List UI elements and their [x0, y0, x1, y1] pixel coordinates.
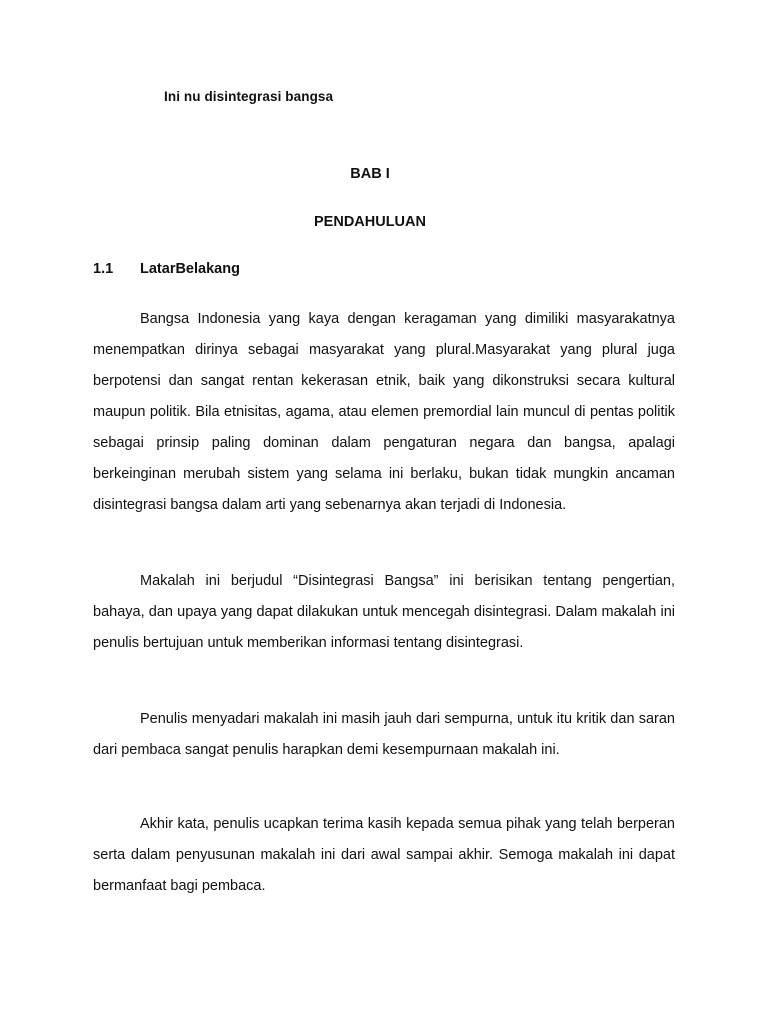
section-number: 1.1	[93, 261, 114, 277]
chapter-number: BAB I	[350, 166, 390, 182]
paragraph: Penulis menyadari makalah ini masih jauh dari sempurna, untuk itu kritik dan saran dari pembaca sangat penulis harapkan demi kesempurnaan makalah ini.	[93, 711, 675, 758]
chapter-title: PENDAHULUAN	[314, 214, 426, 230]
paragraph: Makalah ini berjudul “Disintegrasi Bangsa” ini berisikan tentang pengertian, bahaya, dan upaya yang dapat dilakukan untuk mencegah disintegrasi. Dalam makalah ini penulis bertujuan untuk memberikan informasi tentang disintegrasi.	[93, 573, 675, 651]
header-note: Ini nu disintegrasi bangsa	[164, 89, 334, 104]
paragraph: Bangsa Indonesia yang kaya dengan keragaman yang dimiliki masyarakatnya menempatkan dirinya sebagai masyarakat yang plural.Masyarakat yang plural juga berpotensi dan sangat rentan kekerasan etnik, baik yang dikonstruksi secara kultural maupun politik. Bila etnisitas, agama, atau elemen premordial lain muncul di pentas politik sebagai prinsip paling dominan dalam pengaturan negara dan bangsa, apalagi berkeinginan merubah sistem yang selama ini berlaku, bukan tidak mungkin ancaman disintegrasi bangsa dalam arti yang sebenarnya akan terjadi di Indonesia.	[93, 311, 675, 513]
paragraph: Akhir kata, penulis ucapkan terima kasih kepada semua pihak yang telah berperan serta dalam penyusunan makalah ini dari awal sampai akhir. Semoga makalah ini dapat bermanfaat bagi pembaca.	[93, 816, 675, 894]
section-heading	[93, 261, 240, 277]
section-title: LatarBelakang	[140, 261, 240, 277]
